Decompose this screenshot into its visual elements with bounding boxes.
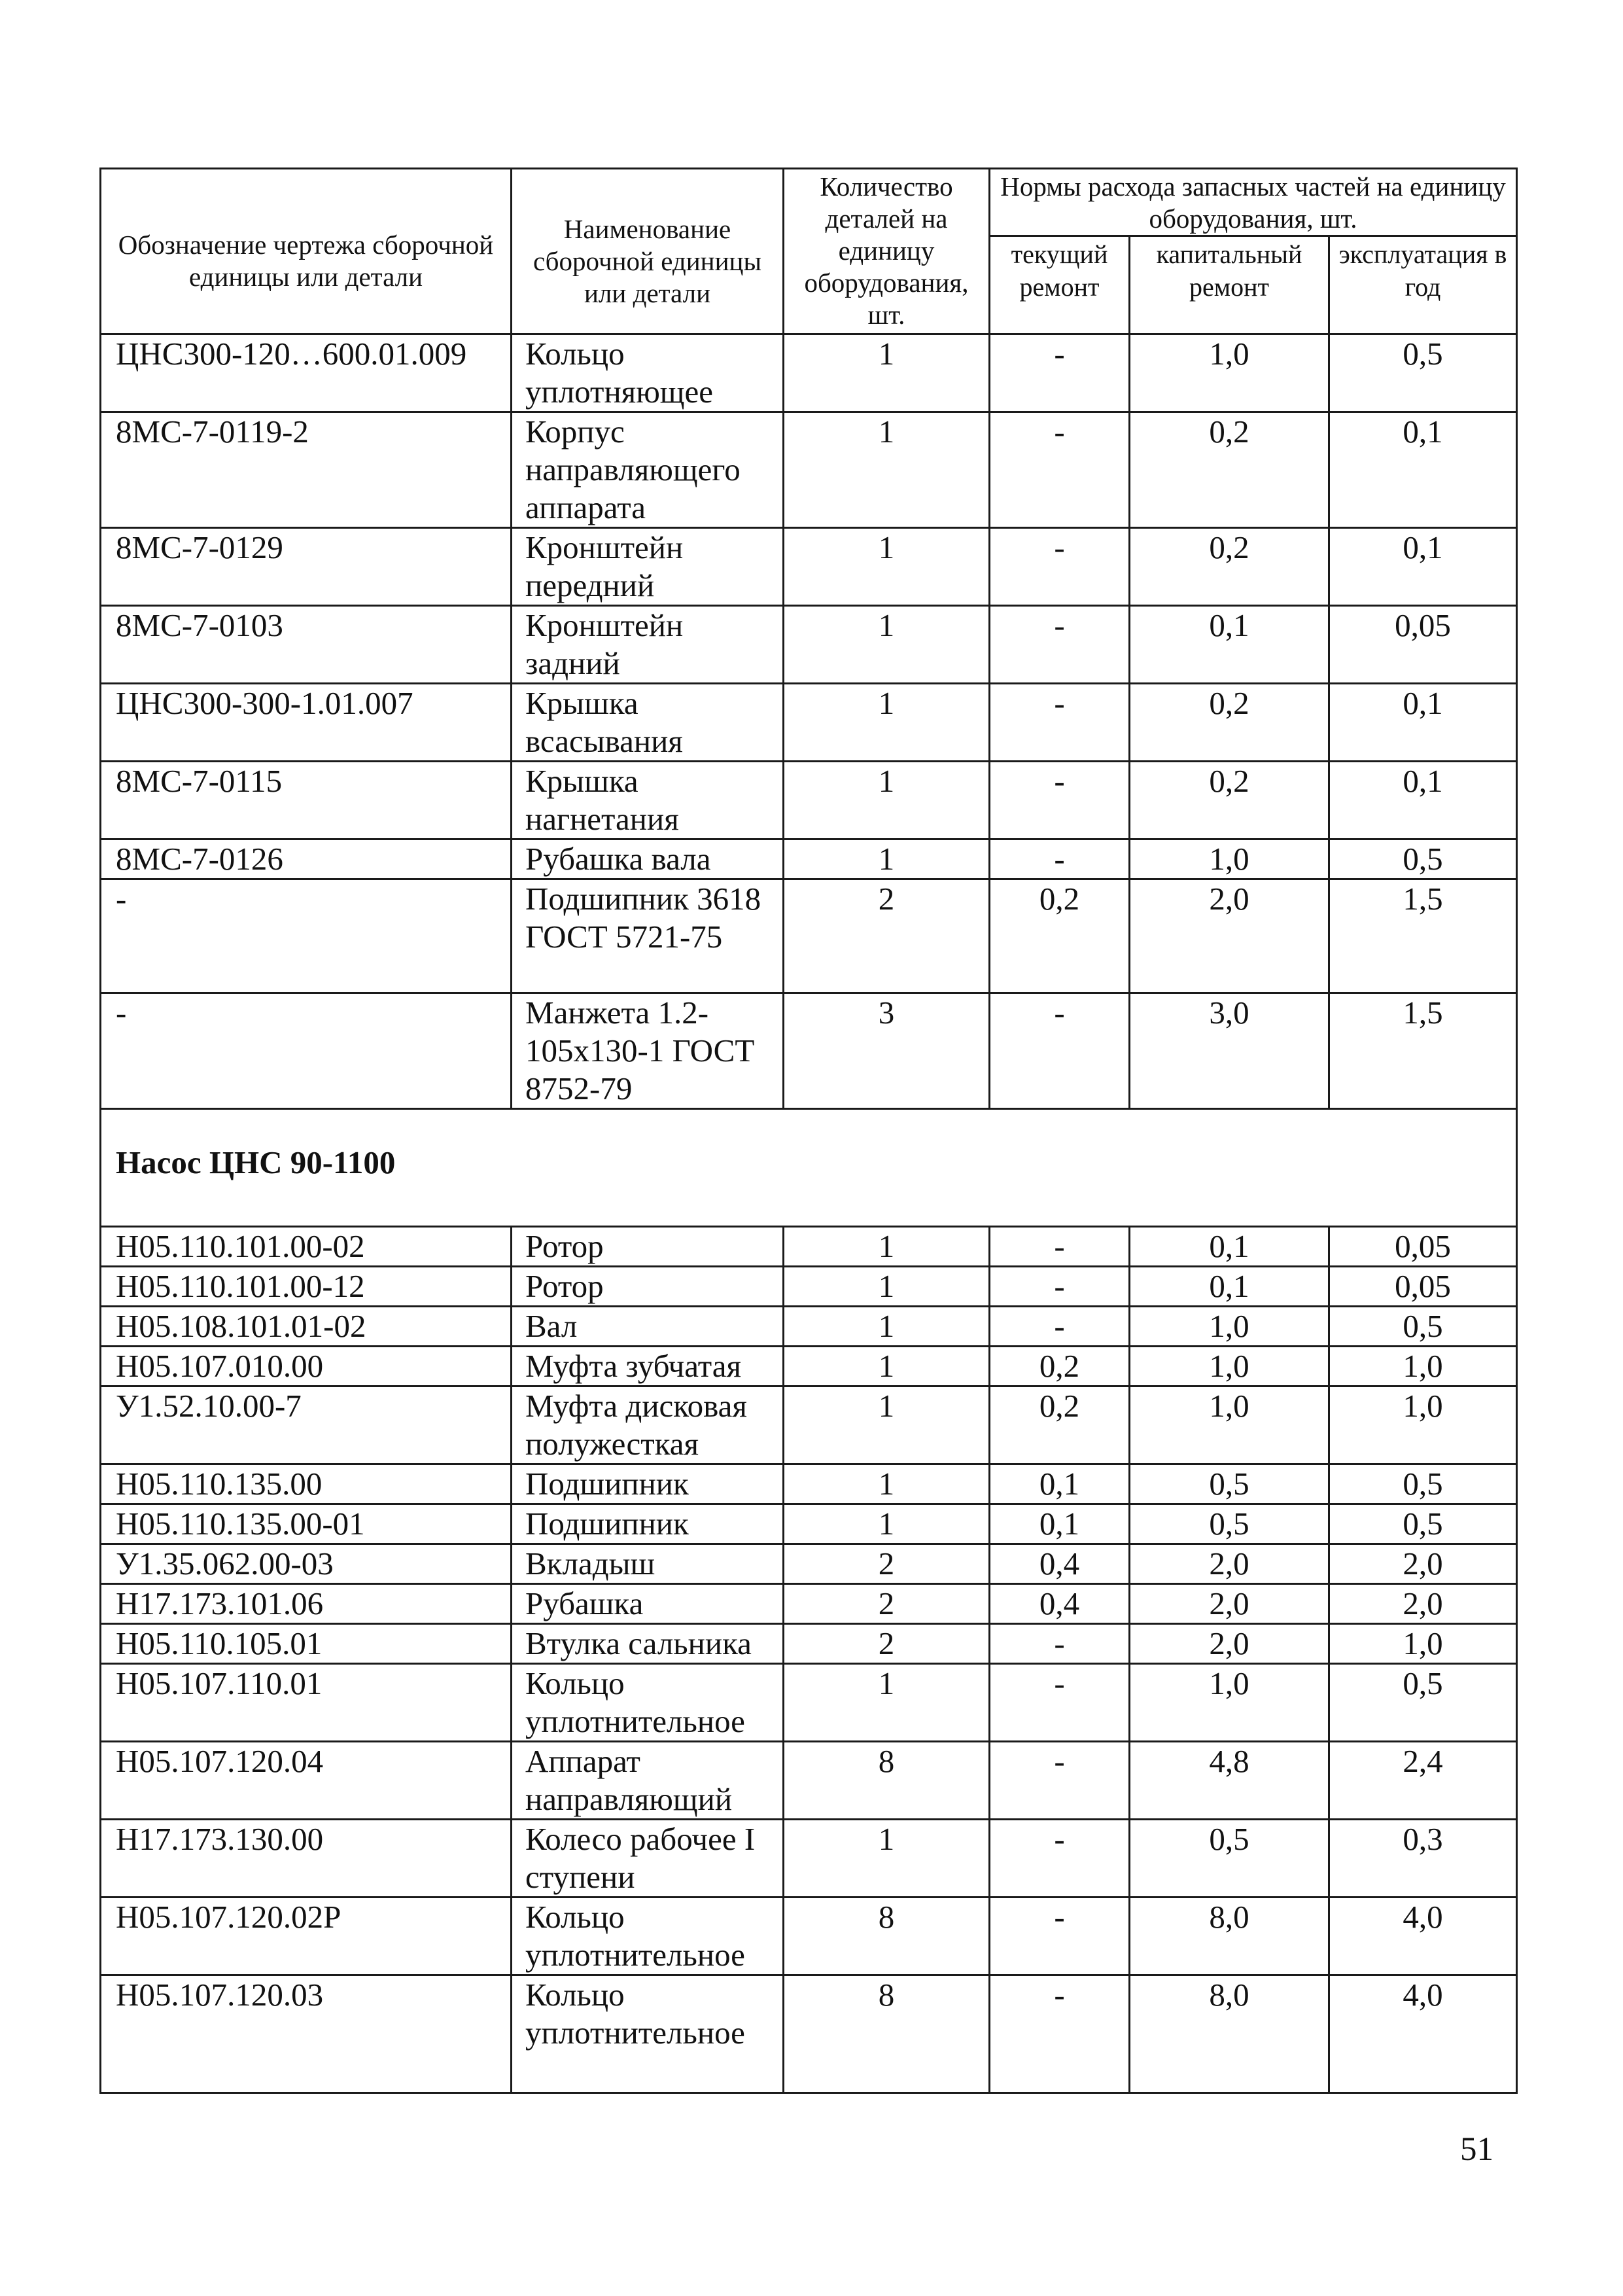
capital-repair-cell: 2,0 xyxy=(1130,879,1329,993)
table-row xyxy=(101,1664,1517,1742)
page-number: 51 xyxy=(1460,2131,1493,2168)
capital-repair-cell: 8,0 xyxy=(1130,1898,1329,1975)
code-cell: Н05.110.135.00-01 xyxy=(101,1504,512,1544)
name-cell: Втулка сальника xyxy=(512,1624,784,1664)
header-quantity: Количество деталей на единицу оборудования, шт. xyxy=(784,169,990,334)
current-repair-cell: - xyxy=(990,606,1130,684)
yearly-operation-cell: 2,0 xyxy=(1329,1544,1517,1584)
current-repair-cell: 0,2 xyxy=(990,879,1130,993)
table-row xyxy=(101,1227,1517,1267)
yearly-operation-cell: 1,0 xyxy=(1329,1386,1517,1464)
capital-repair-cell: 1,0 xyxy=(1130,1664,1329,1742)
qty-cell: 2 xyxy=(784,879,990,993)
table-row xyxy=(101,334,1517,412)
name-cell: Кольцо уплотняющее xyxy=(512,334,784,412)
yearly-operation-cell: 0,1 xyxy=(1329,412,1517,528)
current-repair-cell: - xyxy=(990,993,1130,1109)
table-row xyxy=(101,993,1517,1109)
qty-cell: 1 xyxy=(784,1347,990,1386)
table-row xyxy=(101,528,1517,606)
current-repair-cell: - xyxy=(990,684,1130,762)
current-repair-cell: - xyxy=(990,412,1130,528)
current-repair-cell: - xyxy=(990,1898,1130,1975)
capital-repair-cell: 0,5 xyxy=(1130,1504,1329,1544)
qty-cell: 1 xyxy=(784,1267,990,1307)
qty-cell: 1 xyxy=(784,1386,990,1464)
spare-parts-table xyxy=(99,168,1518,2094)
current-repair-cell: 0,2 xyxy=(990,1347,1130,1386)
table-row xyxy=(101,1624,1517,1664)
code-cell: ЦНС300-120…600.01.009 xyxy=(101,334,512,412)
code-cell: Н05.107.110.01 xyxy=(101,1664,512,1742)
code-cell: - xyxy=(101,993,512,1109)
code-cell: 8МС-7-0126 xyxy=(101,839,512,879)
name-cell: Подшипник 3618 ГОСТ 5721-75 xyxy=(512,879,784,993)
header-norms: Нормы расхода запасных частей на единицу оборудования, шт. xyxy=(990,169,1517,236)
qty-cell: 8 xyxy=(784,1742,990,1820)
current-repair-cell: - xyxy=(990,1975,1130,2093)
yearly-operation-cell: 0,5 xyxy=(1329,1504,1517,1544)
yearly-operation-cell: 0,5 xyxy=(1329,1307,1517,1347)
qty-cell: 1 xyxy=(784,412,990,528)
qty-cell: 2 xyxy=(784,1544,990,1584)
current-repair-cell: - xyxy=(990,528,1130,606)
capital-repair-cell: 0,5 xyxy=(1130,1464,1329,1504)
current-repair-cell: - xyxy=(990,1227,1130,1267)
yearly-operation-cell: 4,0 xyxy=(1329,1975,1517,2093)
table-row xyxy=(101,1504,1517,1544)
table-row xyxy=(101,1742,1517,1820)
yearly-operation-cell: 0,05 xyxy=(1329,606,1517,684)
table-row xyxy=(101,1386,1517,1464)
qty-cell: 1 xyxy=(784,684,990,762)
code-cell: Н05.108.101.01-02 xyxy=(101,1307,512,1347)
code-cell: 8МС-7-0119-2 xyxy=(101,412,512,528)
name-cell: Кольцо уплотнительное xyxy=(512,1975,784,2093)
capital-repair-cell: 8,0 xyxy=(1130,1975,1329,2093)
table-row xyxy=(101,1584,1517,1624)
table-row xyxy=(101,606,1517,684)
qty-cell: 1 xyxy=(784,528,990,606)
yearly-operation-cell: 0,5 xyxy=(1329,839,1517,879)
name-cell: Манжета 1.2-105x130-1 ГОСТ 8752-79 xyxy=(512,993,784,1109)
yearly-operation-cell: 1,0 xyxy=(1329,1347,1517,1386)
capital-repair-cell: 2,0 xyxy=(1130,1624,1329,1664)
header-unit-name: Наименование сборочной единицы или детали xyxy=(512,169,784,334)
current-repair-cell: - xyxy=(990,334,1130,412)
table-row xyxy=(101,879,1517,993)
current-repair-cell: - xyxy=(990,1664,1130,1742)
yearly-operation-cell: 0,3 xyxy=(1329,1820,1517,1898)
current-repair-cell: - xyxy=(990,762,1130,839)
yearly-operation-cell: 0,1 xyxy=(1329,528,1517,606)
code-cell: Н05.110.135.00 xyxy=(101,1464,512,1504)
yearly-operation-cell: 0,05 xyxy=(1329,1267,1517,1307)
capital-repair-cell: 1,0 xyxy=(1130,334,1329,412)
qty-cell: 1 xyxy=(784,1464,990,1504)
name-cell: Корпус направляющего аппарата xyxy=(512,412,784,528)
name-cell: Муфта дисковая полужесткая xyxy=(512,1386,784,1464)
qty-cell: 1 xyxy=(784,762,990,839)
table-row xyxy=(101,1975,1517,2093)
capital-repair-cell: 2,0 xyxy=(1130,1584,1329,1624)
name-cell: Кронштейн передний xyxy=(512,528,784,606)
qty-cell: 1 xyxy=(784,1664,990,1742)
name-cell: Подшипник xyxy=(512,1464,784,1504)
current-repair-cell: - xyxy=(990,1742,1130,1820)
yearly-operation-cell: 0,5 xyxy=(1329,1464,1517,1504)
table-row xyxy=(101,1307,1517,1347)
yearly-operation-cell: 1,5 xyxy=(1329,993,1517,1109)
name-cell: Крышка нагнетания xyxy=(512,762,784,839)
capital-repair-cell: 2,0 xyxy=(1130,1544,1329,1584)
yearly-operation-cell: 2,4 xyxy=(1329,1742,1517,1820)
yearly-operation-cell: 0,05 xyxy=(1329,1227,1517,1267)
capital-repair-cell: 4,8 xyxy=(1130,1742,1329,1820)
name-cell: Колесо рабочее I ступени xyxy=(512,1820,784,1898)
capital-repair-cell: 0,1 xyxy=(1130,1227,1329,1267)
code-cell: 8МС-7-0115 xyxy=(101,762,512,839)
code-cell: Н05.107.120.04 xyxy=(101,1742,512,1820)
code-cell: Н05.107.120.03 xyxy=(101,1975,512,2093)
table-row xyxy=(101,1267,1517,1307)
yearly-operation-cell: 0,1 xyxy=(1329,762,1517,839)
name-cell: Кронштейн задний xyxy=(512,606,784,684)
code-cell: У1.52.10.00-7 xyxy=(101,1386,512,1464)
current-repair-cell: - xyxy=(990,839,1130,879)
capital-repair-cell: 0,1 xyxy=(1130,1267,1329,1307)
yearly-operation-cell: 4,0 xyxy=(1329,1898,1517,1975)
table-row xyxy=(101,762,1517,839)
capital-repair-cell: 1,0 xyxy=(1130,839,1329,879)
code-cell: Н17.173.130.00 xyxy=(101,1820,512,1898)
header-yearly-operation: эксплуатация в год xyxy=(1329,236,1517,334)
name-cell: Подшипник xyxy=(512,1504,784,1544)
capital-repair-cell: 1,0 xyxy=(1130,1307,1329,1347)
name-cell: Ротор xyxy=(512,1227,784,1267)
section-row xyxy=(101,1109,1517,1227)
code-cell: - xyxy=(101,879,512,993)
code-cell: Н17.173.101.06 xyxy=(101,1584,512,1624)
qty-cell: 1 xyxy=(784,1820,990,1898)
name-cell: Вкладыш xyxy=(512,1544,784,1584)
capital-repair-cell: 0,5 xyxy=(1130,1820,1329,1898)
name-cell: Вал xyxy=(512,1307,784,1347)
capital-repair-cell: 0,2 xyxy=(1130,528,1329,606)
code-cell: 8МС-7-0129 xyxy=(101,528,512,606)
table-row xyxy=(101,839,1517,879)
capital-repair-cell: 0,2 xyxy=(1130,684,1329,762)
name-cell: Кольцо уплотнительное xyxy=(512,1898,784,1975)
current-repair-cell: 0,4 xyxy=(990,1584,1130,1624)
name-cell: Ротор xyxy=(512,1267,784,1307)
current-repair-cell: 0,1 xyxy=(990,1504,1130,1544)
name-cell: Крышка всасывания xyxy=(512,684,784,762)
yearly-operation-cell: 1,5 xyxy=(1329,879,1517,993)
code-cell: У1.35.062.00-03 xyxy=(101,1544,512,1584)
table-row xyxy=(101,1544,1517,1584)
current-repair-cell: - xyxy=(990,1267,1130,1307)
table-row xyxy=(101,1464,1517,1504)
table-row xyxy=(101,684,1517,762)
current-repair-cell: - xyxy=(990,1307,1130,1347)
name-cell: Аппарат направляющий xyxy=(512,1742,784,1820)
table-row xyxy=(101,1347,1517,1386)
yearly-operation-cell: 2,0 xyxy=(1329,1584,1517,1624)
current-repair-cell: - xyxy=(990,1820,1130,1898)
header-row-1 xyxy=(101,169,1517,236)
qty-cell: 2 xyxy=(784,1584,990,1624)
current-repair-cell: 0,2 xyxy=(990,1386,1130,1464)
code-cell: Н05.110.101.00-02 xyxy=(101,1227,512,1267)
name-cell: Муфта зубчатая xyxy=(512,1347,784,1386)
current-repair-cell: 0,4 xyxy=(990,1544,1130,1584)
table-row xyxy=(101,1820,1517,1898)
yearly-operation-cell: 0,1 xyxy=(1329,684,1517,762)
qty-cell: 2 xyxy=(784,1624,990,1664)
section-title: Насос ЦНС 90-1100 xyxy=(101,1109,1517,1227)
code-cell: Н05.110.105.01 xyxy=(101,1624,512,1664)
qty-cell: 1 xyxy=(784,1307,990,1347)
qty-cell: 1 xyxy=(784,334,990,412)
qty-cell: 1 xyxy=(784,606,990,684)
qty-cell: 3 xyxy=(784,993,990,1109)
yearly-operation-cell: 0,5 xyxy=(1329,334,1517,412)
capital-repair-cell: 3,0 xyxy=(1130,993,1329,1109)
yearly-operation-cell: 1,0 xyxy=(1329,1624,1517,1664)
header-current-repair: текущий ремонт xyxy=(990,236,1130,334)
capital-repair-cell: 0,1 xyxy=(1130,606,1329,684)
header-drawing-code: Обозначение чертежа сборочной единицы или детали xyxy=(101,169,512,334)
name-cell: Рубашка вала xyxy=(512,839,784,879)
qty-cell: 1 xyxy=(784,1227,990,1267)
code-cell: Н05.107.010.00 xyxy=(101,1347,512,1386)
code-cell: 8МС-7-0103 xyxy=(101,606,512,684)
qty-cell: 8 xyxy=(784,1898,990,1975)
qty-cell: 1 xyxy=(784,839,990,879)
name-cell: Кольцо уплотнительное xyxy=(512,1664,784,1742)
qty-cell: 8 xyxy=(784,1975,990,2093)
current-repair-cell: - xyxy=(990,1624,1130,1664)
capital-repair-cell: 1,0 xyxy=(1130,1347,1329,1386)
capital-repair-cell: 0,2 xyxy=(1130,762,1329,839)
code-cell: ЦНС300-300-1.01.007 xyxy=(101,684,512,762)
yearly-operation-cell: 0,5 xyxy=(1329,1664,1517,1742)
code-cell: Н05.107.120.02Р xyxy=(101,1898,512,1975)
name-cell: Рубашка xyxy=(512,1584,784,1624)
current-repair-cell: 0,1 xyxy=(990,1464,1130,1504)
code-cell: Н05.110.101.00-12 xyxy=(101,1267,512,1307)
header-capital-repair: капитальный ремонт xyxy=(1130,236,1329,334)
capital-repair-cell: 0,2 xyxy=(1130,412,1329,528)
qty-cell: 1 xyxy=(784,1504,990,1544)
table-row xyxy=(101,1898,1517,1975)
capital-repair-cell: 1,0 xyxy=(1130,1386,1329,1464)
table-row xyxy=(101,412,1517,528)
